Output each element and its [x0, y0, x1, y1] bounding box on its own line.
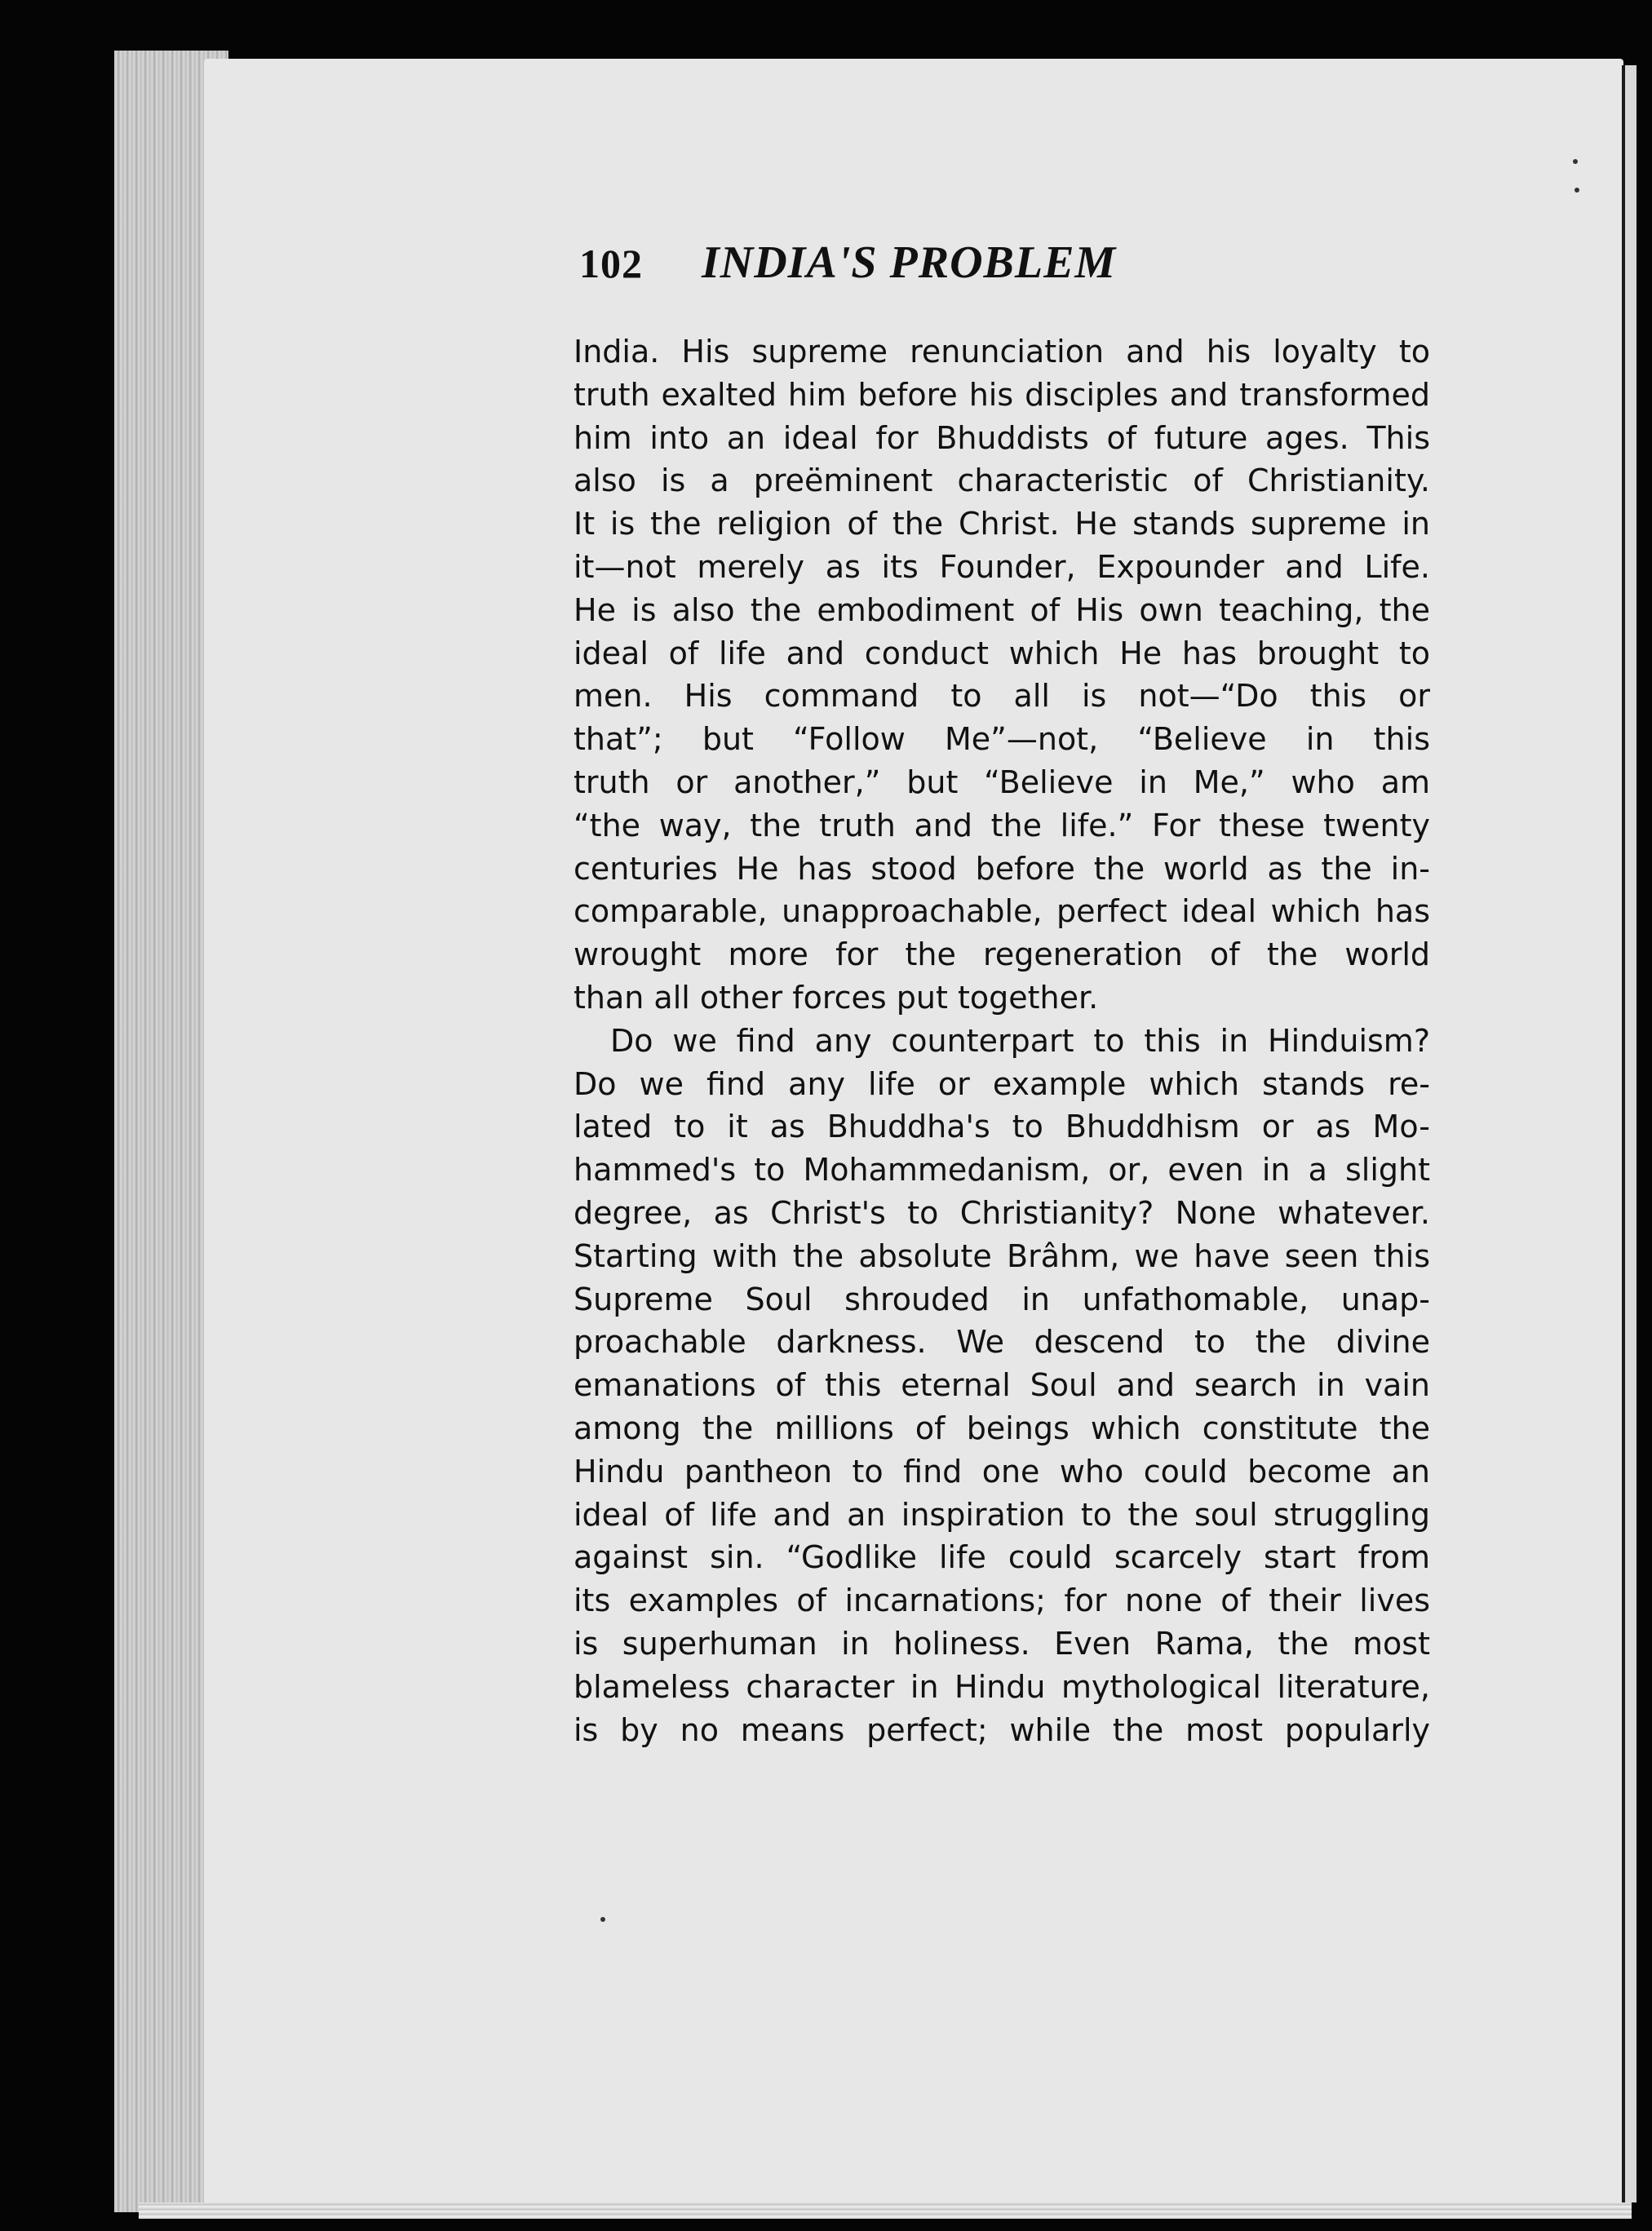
text-line: India. His supreme renunciation and his loyalty to [574, 334, 1430, 370]
paragraph [574, 1020, 1430, 1752]
scan-speck [1574, 188, 1579, 193]
running-head [579, 237, 1428, 302]
text-line: him into an ideal for Bhuddists of future ages. This [574, 419, 1430, 456]
text-line: centuries He has stood before the world as the in- [574, 850, 1430, 887]
text-line: also is a preëminent characteristic of Christianity. [574, 463, 1430, 499]
text-line: lated to it as Bhuddha's to Bhuddhism or as Mo- [574, 1109, 1430, 1145]
paragraph [574, 330, 1430, 1020]
text-line: “the way, the truth and the life.” For these twenty [574, 807, 1430, 843]
text-line: hammed's to Mohammedanism, or, even in a slight [574, 1152, 1430, 1189]
text-line: is by no means perfect; while the most popularly [574, 1711, 1430, 1748]
text-line: among the millions of beings which constitute the [574, 1410, 1430, 1446]
text-line: proachable darkness. We descend to the divine [574, 1324, 1430, 1361]
text-line: truth or another,” but “Believe in Me,” who am [574, 764, 1430, 800]
text-line: its examples of incarnations; for none of their lives [574, 1583, 1430, 1619]
text-line: blameless character in Hindu mythological literature, [574, 1668, 1430, 1705]
text-line: Hindu pantheon to find one who could become an [574, 1453, 1430, 1490]
page-number: 102 [579, 241, 643, 286]
text-line: degree, as Christ's to Christianity? None whatever. [574, 1194, 1430, 1231]
text-line: comparable, unapproachable, perfect ideal which has [574, 893, 1430, 930]
text-line: emanations of this eternal Soul and search in vain [574, 1367, 1430, 1404]
text-line: Do we find any counterpart to this in Hinduism? [610, 1022, 1430, 1059]
text-line: Supreme Soul shrouded in unfathomable, unap- [574, 1281, 1430, 1317]
text-line: against sin. “Godlike life could scarcely start from [574, 1539, 1430, 1576]
text-line: Do we find any life or example which stands re- [574, 1065, 1430, 1102]
text-line: it—not merely as its Founder, Expounder and Life. [574, 548, 1430, 585]
text-line: that”; but “Follow Me”—not, “Believe in this [574, 721, 1430, 758]
running-title: INDIA'S PROBLEM [702, 237, 1117, 288]
text-line: than all other forces put together. [574, 979, 1099, 1016]
text-line: It is the religion of the Christ. He stands supreme in [574, 506, 1430, 542]
page-edges-bottom [139, 2202, 1632, 2219]
text-line: is superhuman in holiness. Even Rama, the most [574, 1625, 1430, 1662]
scan-speck [1573, 159, 1578, 164]
page-edge-right [1622, 65, 1636, 2202]
text-line: ideal of life and an inspiration to the soul struggling [574, 1496, 1430, 1533]
scan-speck [600, 1917, 605, 1922]
body-text [574, 330, 1430, 1751]
text-line: truth exalted him before his disciples and transformed [574, 376, 1430, 413]
text-line: Starting with the absolute Brâhm, we have seen this [574, 1237, 1430, 1274]
text-line: men. His command to all is not—“Do this or [574, 678, 1430, 715]
text-line: wrought more for the regeneration of the world [574, 936, 1430, 973]
text-line: He is also the embodiment of His own teaching, the [574, 591, 1430, 628]
text-line: ideal of life and conduct which He has brought to [574, 635, 1430, 671]
